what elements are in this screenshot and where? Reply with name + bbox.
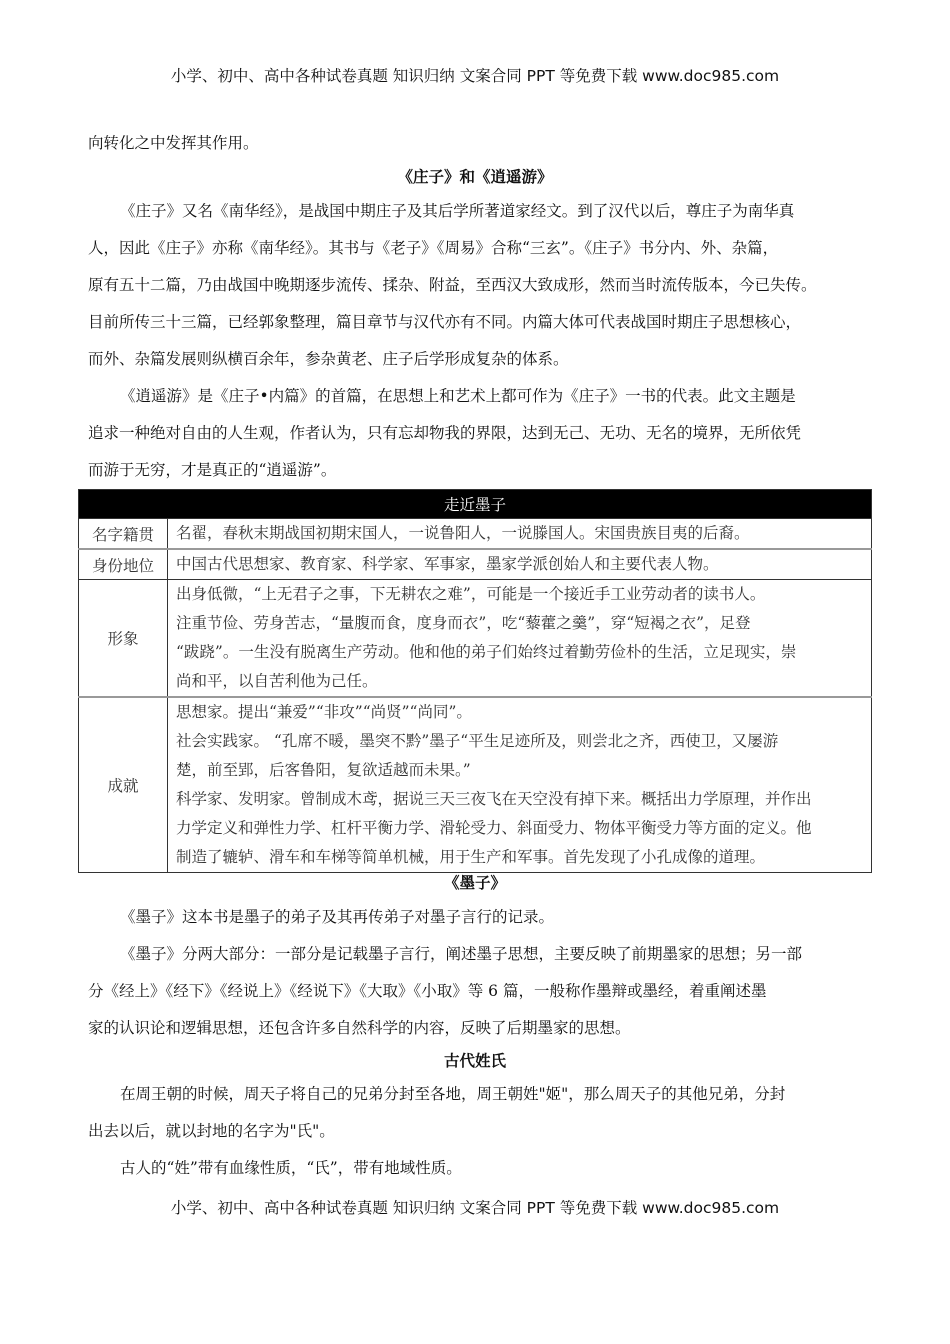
paragraph-line: 在周王朝的时候，周天子将自己的兄弟分封至各地，周王朝姓"姬"，那么周天子的其他兄弟，分封 (120, 1085, 786, 1103)
paragraph-line: 原有五十二篇，乃由战国中晚期逐步流传、揉杂、附益，至西汉大致成形，然而当时流传版本，今已失传。 (88, 276, 817, 294)
paragraph-line: 古人的“姓”带有血缘性质，“氏”，带有地域性质。 (120, 1159, 462, 1177)
cell-line: 科学家、发明家。曾制成木鸢，据说三天三夜飞在天空没有掉下来。概括出力学原理，并作出 (176, 790, 812, 808)
paragraph-line: 家的认识论和逻辑思想，还包含许多自然科学的内容，反映了后期墨家的思想。 (88, 1019, 631, 1037)
mozi-section (88, 899, 868, 1047)
row-label: 身份地位 (79, 549, 168, 580)
paragraph-line: 《逍遥游》是《庄子•内篇》的首篇，在思想上和艺术上都可作为《庄子》一书的代表。此文主题是 (120, 387, 796, 405)
cell-line: 尚和平，以自苦利他为己任。 (176, 672, 378, 690)
surname-title: 古代姓氏 (443, 1052, 506, 1070)
paragraph-line: 而游于无穷，才是真正的“逍遥游”。 (88, 461, 337, 479)
page-header: 小学、初中、高中各种试卷真题 知识归纳 文案合同 PPT 等免费下载 www.doc985.com (170, 67, 780, 85)
paragraph-line: 《墨子》这本书是墨子的弟子及其再传弟子对墨子言行的记录。 (120, 908, 555, 926)
zhuangzi-title: 《庄子》和《逍遥游》 (397, 168, 553, 186)
cell-line: “跋跷”。一生没有脱离生产劳动。他和他的弟子们始终过着勤劳俭朴的生活，立足现实，崇 (176, 643, 797, 661)
cell-line: 中国古代思想家、教育家、科学家、军事家，墨家学派创始人和主要代表人物。 (176, 555, 719, 573)
row-label: 形象 (79, 580, 168, 698)
row-label: 名字籍贯 (79, 519, 168, 550)
paragraph-line: 人，因此《庄子》亦称《南华经》。其书与《老子》《周易》合称“三玄”。《庄子》书分内、外、杂篇， (88, 239, 779, 257)
page-footer: 小学、初中、高中各种试卷真题 知识归纳 文案合同 PPT 等免费下载 www.doc985.com (170, 1199, 780, 1217)
cell-line: 思想家。提出“兼爱”“非攻”“尚贤”“尚同”。 (176, 703, 472, 721)
paragraph-line: 《墨子》分两大部分：一部分是记载墨子言行，阐述墨子思想，主要反映了前期墨家的思想；另一部 (120, 945, 803, 963)
paragraph-line: 《庄子》又名《南华经》，是战国中期庄子及其后学所著道家经文。到了汉代以后，尊庄子为南华真 (120, 202, 795, 220)
row-label: 成就 (79, 697, 168, 873)
paragraph-line: 而外、杂篇发展则纵横百余年，参杂黄老、庄子后学形成复杂的体系。 (88, 350, 569, 368)
intro-line: 向转化之中发挥其作用。 (88, 134, 259, 152)
table-row (79, 580, 872, 698)
paragraph-line: 出去以后，就以封地的名字为"氏"。 (88, 1122, 335, 1140)
table-row (79, 697, 872, 873)
zhuangzi-section (88, 193, 868, 489)
cell-line: 力学定义和弹性力学、杠杆平衡力学、滑轮受力、斜面受力、物体平衡受力等方面的定义。他 (176, 819, 812, 837)
cell-line: 制造了辘轳、滑车和车梯等简单机械，用于生产和军事。首先发现了小孔成像的道理。 (176, 848, 766, 866)
table-row (79, 519, 872, 550)
table-row (79, 549, 872, 580)
cell-line: 社会实践家。 “孔席不暖，墨突不黔”墨子“平生足迹所及，则尝北之齐，西使卫，又屡游 (176, 732, 779, 750)
paragraph-line: 目前所传三十三篇，已经郭象整理，篇目章节与汉代亦有不同。内篇大体可代表战国时期庄子思想核心， (88, 313, 802, 331)
paragraph-line: 分《经上》《经下》《经说上》《经说下》《大取》《小取》等 6 篇，一般称作墨辩或墨经，着重阐述墨 (88, 982, 767, 1000)
mozi-title: 《墨子》 (443, 874, 506, 892)
surname-section (88, 1076, 868, 1187)
cell-line: 楚，前至郢，后客鲁阳，复欲适越而未果。” (176, 761, 471, 779)
paragraph-line: 追求一种绝对自由的人生观，作者认为，只有忘却物我的界限，达到无己、无功、无名的境界，无所依凭 (88, 424, 802, 442)
cell-line: 出身低微，“上无君子之事，下无耕农之难”，可能是一个接近手工业劳动者的读书人。 (176, 585, 766, 603)
mozi-table (78, 489, 872, 873)
cell-line: 名翟，春秋末期战国初期宋国人，一说鲁阳人，一说滕国人。宋国贵族目夷的后裔。 (176, 524, 750, 542)
cell-line: 注重节俭、劳身苦志，“量腹而食，度身而衣”，吃“藜藿之羹”，穿“短褐之衣”，足登 (176, 614, 751, 632)
table-title: 走近墨子 (79, 490, 872, 519)
